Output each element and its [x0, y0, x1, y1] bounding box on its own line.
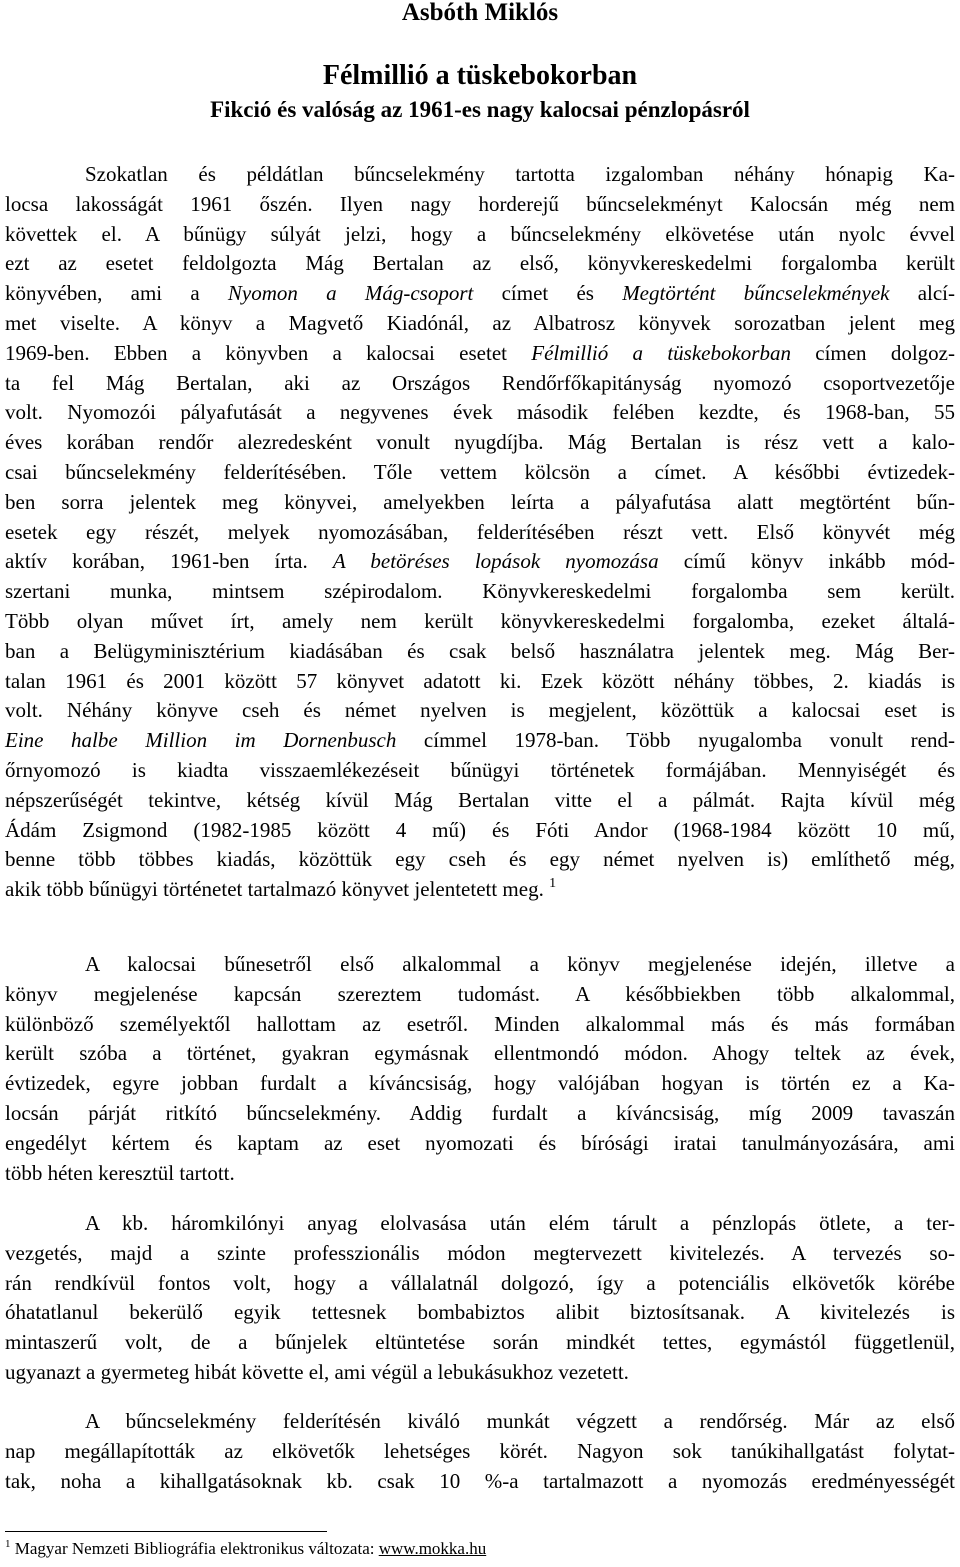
paragraph-1	[5, 160, 955, 905]
text-line: volt. Nyomozói pályafutását a negyvenes évek második felében kezdte, és 1968-ban, 55	[5, 400, 955, 425]
text-span: címen dolgoz-	[790, 340, 955, 365]
article-subtitle: Fikció és valóság az 1961-es nagy kalocsai pénzlopásról	[210, 97, 750, 122]
text-line: ugyanazt a gyermeteg hibát követte el, ami végül a lebukásukhoz vezetett.	[5, 1359, 629, 1384]
text-line: Több olyan művet írt, amely nem került könyvkereskedelmi forgalomba, ezeket általá-	[5, 608, 955, 633]
text-line: népszerűségét tekintve, kétség kívül Mág Bertalan vitte el a pálmát. Rajta kívül még	[5, 787, 955, 812]
footnote-divider	[5, 1531, 327, 1532]
footnote-reference[interactable]: 1	[549, 876, 557, 892]
text-line: locsa lakosságát 1961 őszén. Ilyen nagy horderejű bűncselekményt Kalocsán még nem	[5, 191, 955, 216]
text-line: A kb. háromkilónyi anyag elolvasása után elém tárult a pénzlopás ötlete, a ter-	[85, 1211, 955, 1235]
text-line: rán rendkívül fontos volt, hogy a vállalatnál dolgozó, így a potenciális elkövetők körébe	[5, 1270, 955, 1295]
paragraph-2	[5, 950, 955, 1188]
text-line	[5, 726, 955, 756]
text-line: met viselte. A könyv a Magvető Kiadónál, az Albatrosz könyvek sorozatban jelent meg	[5, 310, 955, 335]
text-line: ban a Belügyminisztérium kiadásában és csak belső használatra jelentek meg. Mág Ber-	[5, 638, 955, 663]
text-line	[5, 279, 955, 309]
text-line: engedélyt kértem és kaptam az eset nyomozati és bírósági iratai tanulmányozására, ami	[5, 1130, 955, 1155]
text-line: könyv megjelenése kapcsán szereztem tudomást. A későbbiekben több alkalommal,	[5, 981, 955, 1006]
text-line: locsán párját ritkító bűncselekmény. Addig furdalt a kíváncsiság, míg 2009 tavaszán	[5, 1100, 955, 1125]
text-line: szertani munka, mintsem szépirodalom. Könyvkereskedelmi forgalomba sem került.	[5, 579, 955, 604]
book-title: Eine halbe Million im Dornenbusch	[5, 728, 397, 753]
text-line: került szóba a történet, gyakran egymásnak ellentmondó módon. Ahogy teltek az évek,	[5, 1041, 955, 1066]
paragraph-3	[5, 1209, 955, 1388]
text-line: esetek egy részét, melyek nyomozásában, felderítésében részt vett. Első könyvét még	[5, 519, 955, 544]
text-line: A bűncselekmény felderítésén kiváló munkát végzett a rendőrség. Már az első	[85, 1409, 955, 1433]
text-line	[5, 875, 955, 905]
book-title: A betöréses lopások nyomozása	[332, 549, 659, 574]
text-line: talan 1961 és 2001 között 57 könyvet adatott ki. Ezek között néhány többes, 2. kiadás is	[5, 668, 955, 693]
text-line: óhatatlanul bekerülő egyik tettesnek bombabiztos alibit biztosítsanak. A kivitelezés is	[5, 1300, 955, 1325]
article-title: Félmillió a tüskebokorban	[322, 60, 638, 91]
text-line: A kalocsai bűnesetről első alkalommal a könyv megjelenése idején, illetve a	[85, 952, 955, 976]
text-line: ben sorra jelentek meg könyvei, amelyekben leírta a pályafutása alatt megtörtént bűn-	[5, 489, 955, 514]
text-line: volt. Néhány könyve cseh és német nyelven is megjelent, közöttük a kalocsai eset is	[5, 698, 955, 723]
text-span: címmel 1978-ban. Több nyugalomba vonult rend-	[396, 728, 955, 753]
text-line: évtizedek, egyre jobban furdalt a kíváncsiság, hogy valójában hogyan is történ ez a Ka-	[5, 1071, 955, 1096]
text-line: őrnyomozó is kiadta visszaemlékezéseit bűnügyi történetek formájában. Mennyiségét és	[5, 757, 955, 782]
text-span: alcí-	[889, 281, 956, 306]
book-subtitle: Megtörtént bűncselekmények	[622, 281, 890, 306]
text-line: Ádám Zsigmond (1982-1985 között 4 mű) és Fóti Andor (1968-1984 között 10 mű,	[5, 817, 955, 842]
text-span: aktív korában, 1961-ben írta.	[5, 549, 333, 574]
paragraph-4	[5, 1407, 955, 1496]
text-line: tak, noha a kihallgatásoknak kb. csak 10 %-a tartalmazott a nyomozás eredményességét	[5, 1468, 955, 1493]
text-line	[5, 339, 955, 369]
footnote-text: Magyar Nemzeti Bibliográfia elektronikus változata:	[10, 1539, 379, 1558]
footnote-link[interactable]: www.mokka.hu	[378, 1539, 487, 1558]
text-line: ta fel Mág Bertalan, aki az Országos Rendőrfőkapitányság nyomozó csoportvezetője	[5, 370, 955, 395]
text-line: Szokatlan és példátlan bűncselekmény tartotta izgalomban néhány hónapig Ka-	[85, 162, 955, 186]
text-line: nap megállapították az elkövetők lehetséges körét. Nagyon sok tanúkihallgatást folytat-	[5, 1438, 955, 1463]
text-line: ezt az esetet feldolgozta Mág Bertalan az első, könyvkereskedelmi forgalomba került	[5, 251, 955, 276]
footnote-marker: 1	[5, 1538, 11, 1550]
text-span: 1969-ben. Ebben a könyvben a kalocsai esetet	[5, 340, 532, 365]
text-line: mintaszerű volt, de a bűnjelek eltüntetése során mindkét tettes, egymástól függetlenül,	[5, 1330, 955, 1355]
text-line: éves korában rendőr alezredesként vonult nyugdíjba. Mág Bertalan is rész vett a kalo-	[5, 430, 955, 455]
footnote	[5, 1537, 486, 1561]
author-name: Asbóth Miklós	[401, 0, 559, 26]
text-span: címet és	[473, 281, 623, 306]
text-span: könyvében, ami a	[5, 281, 228, 306]
book-title: Nyomon a Mág-csoport	[227, 281, 474, 306]
text-line: több héten keresztül tartott.	[5, 1160, 235, 1185]
text-line: különböző személyektől hallottam az esetről. Minden alkalommal más és más formában	[5, 1011, 955, 1036]
book-title: Félmillió a tüskebokorban	[531, 340, 791, 365]
text-line	[5, 547, 955, 577]
text-line: vezgetés, majd a szinte professzionális módon megtervezett kivitelezés. A tervezés so-	[5, 1240, 955, 1265]
text-line: követtek el. A bűnügy súlyát jelzi, hogy a bűncselekmény elkövetése után nyolc évvel	[5, 221, 955, 246]
text-line: benne több többes kiadás, közöttük egy cseh és egy német nyelven is) említhető még,	[5, 847, 955, 872]
text-span: akik több bűnügyi történetet tartalmazó könyvet jelentetett meg.	[5, 877, 544, 902]
text-line: csai bűncselekmény felderítésében. Tőle vettem kölcsön a címet. A későbbi évtizedek-	[5, 459, 955, 484]
text-span: című könyv inkább mód-	[658, 549, 956, 574]
